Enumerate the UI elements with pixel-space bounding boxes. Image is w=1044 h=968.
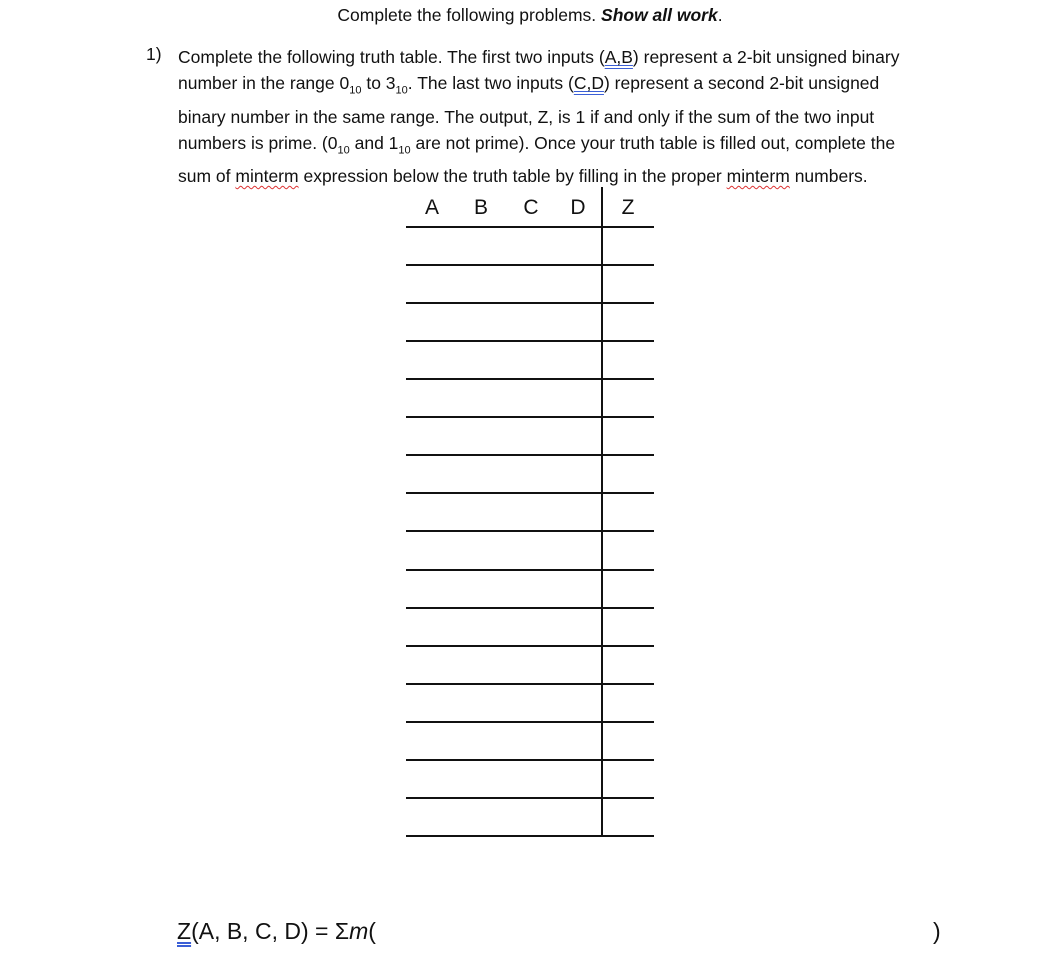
grammar-flag-z[interactable]: Z (177, 918, 192, 944)
problem-number: 1) (146, 44, 162, 64)
minterm-expression (177, 918, 376, 945)
table-header-line (406, 226, 654, 228)
table-row-line (406, 340, 654, 342)
table-row-line (406, 759, 654, 761)
header-b: B (473, 196, 488, 219)
spelling-flag-minterm-2[interactable]: minterm (726, 166, 790, 186)
instructions-heading (0, 5, 1044, 26)
table-row-line (406, 264, 654, 266)
header-a: A (424, 196, 439, 219)
problem-line-1: Complete the following truth table. The first two inputs (A,B) represent a 2-bit unsigned binary (178, 47, 900, 67)
grammar-flag-cd[interactable]: C,D (573, 73, 604, 93)
table-row-line (406, 797, 654, 799)
problem-line-4: numbers is prime. ($0_{10}$ and $1_{10}$ are not prime). Once your truth table is filled out, complete the (178, 132, 896, 156)
expression-close-paren: ) (933, 918, 941, 944)
grammar-flag-ab[interactable]: A,B (604, 47, 633, 67)
problem-line-3: binary number in the same range. The output, Z, is 1 if and only if the sum of the two input (178, 106, 875, 127)
table-row-line (406, 302, 654, 304)
spelling-flag-minterm-1[interactable]: minterm (235, 166, 299, 186)
table-row-line (406, 683, 654, 685)
expression-open-paren: ( (368, 918, 376, 944)
table-row-line (406, 492, 654, 494)
instructions-end: . (717, 5, 723, 25)
problem-line-2: number in the range $0_{10}$ to $3_{10}$. The last two inputs (C,D) represent a second 2-bit unsigned (178, 73, 880, 97)
table-row-line (406, 378, 654, 380)
table-row-line (406, 607, 654, 609)
table-row-line (406, 721, 654, 723)
header-z: Z (621, 196, 635, 219)
header-c: C (523, 196, 539, 219)
table-row-line (406, 454, 654, 456)
table-row-line (406, 416, 654, 418)
header-d: D (570, 196, 586, 219)
problem-statement (178, 44, 958, 189)
table-row-line (406, 530, 654, 532)
problem-line-5: sum of minterm expression below the truth table by filling in the proper minterm numbers. (178, 166, 868, 186)
table-row-line (406, 835, 654, 837)
instructions-emphasis: Show all work (601, 5, 718, 25)
instructions-lead: Complete the following problems. (337, 5, 597, 25)
table-row-line (406, 645, 654, 647)
truth-table-divider (601, 187, 603, 837)
table-row-line (406, 569, 654, 571)
expression-m: m (349, 918, 369, 944)
expression-args: (A, B, C, D) = Σ (191, 918, 350, 944)
